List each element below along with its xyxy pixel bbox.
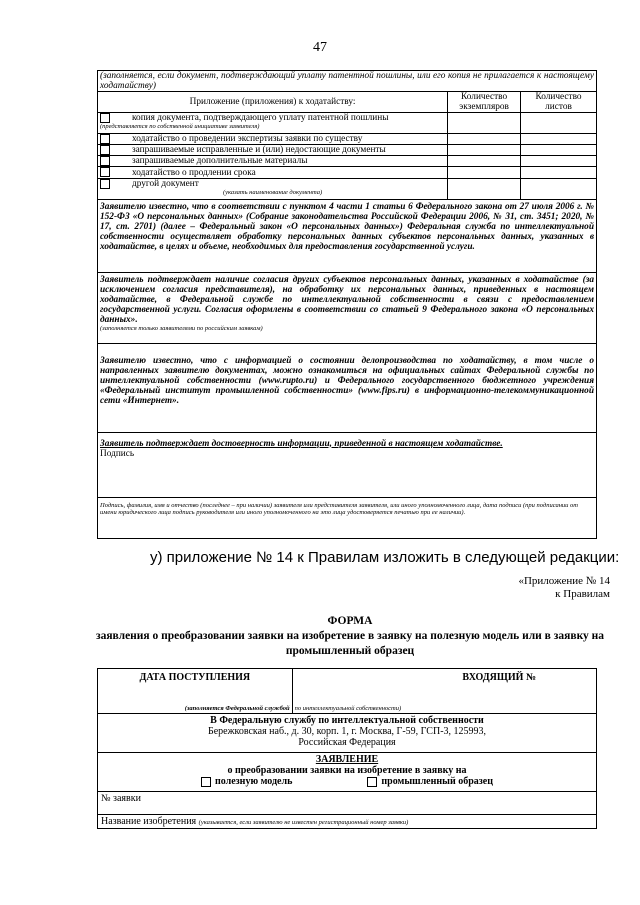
option-utility: полезную модель [214, 776, 293, 787]
industrial-design-checkbox[interactable] [367, 777, 377, 787]
invention-name-row [98, 815, 597, 829]
form-word: ФОРМА [327, 615, 373, 627]
attachment-note: (представляется по собственной инициативе заявителя) [100, 123, 260, 131]
option-design: промышленный образец [381, 776, 493, 787]
sheets-cell[interactable] [521, 145, 597, 156]
signature-note: Подпись, фамилия, имя и отчество (последнее – при наличии) заявителя или представителя заявителя, или иного уполномоченного лица, дата подписи (при подписании от имени юридического лица подпись руководителя или иного уполномоченного на это лица удостоверяется печатью при ее наличии). [98, 497, 597, 538]
sheets-cell[interactable] [521, 156, 597, 167]
confirm-row [98, 432, 597, 497]
form-title: заявления о преобразовании заявки на изобретение в заявку на полезную модель или в заявку на промышленный образец [95, 630, 605, 657]
fill-note-left: (заполняется Федеральной службой [184, 705, 290, 712]
note-row [98, 71, 597, 92]
addressee-row [98, 714, 597, 753]
petition-table [97, 70, 597, 539]
checkbox[interactable] [100, 113, 110, 123]
copies-cell[interactable] [448, 156, 521, 167]
invention-name-note: (указывается, если заявителю не известен регистрационный номер заявки) [198, 819, 409, 826]
attachment-row [98, 145, 597, 156]
sheets-cell[interactable] [521, 167, 597, 178]
header-attachments: Приложение (приложения) к ходатайству: [98, 92, 448, 113]
application-no-label[interactable]: № заявки [98, 792, 597, 815]
note-top: (заполняется, если документ, подтверждающий уплату патентной пошлины, или его копия не прилагается к настоящему ходатайству) [98, 71, 597, 92]
attachment-label: другой документ [132, 178, 199, 189]
receipt-row [98, 669, 597, 714]
copies-cell[interactable] [448, 134, 521, 145]
header-copies: Количество экземпляров [448, 92, 521, 113]
signature-label: Подпись [100, 448, 135, 459]
attachment-label: ходатайство о проведении экспертизы заявки по существу [132, 134, 363, 145]
info-row [98, 343, 597, 432]
application-no-row [98, 792, 597, 815]
attachment-row [98, 167, 597, 178]
info-text: Заявителю известно, что с информацией о состоянии делопроизводства по ходатайству, в том числе о направленных заявителю документах, можно ознакомиться на официальных сайтах Федеральной службы по интеллектуальной собственности (www.rupto.ru) и Федерального государственного бюджетного учреждения «Федеральный институт промышленной собственности» (www.fips.ru) в информационно-телекоммуникационной сети «Интернет». [98, 343, 597, 432]
attachment-label: копия документа, подтверждающего уплату патентной пошлины [132, 113, 389, 124]
amendment-text: у) приложение № 14 к Правилам изложить в следующей редакции: [150, 549, 620, 566]
copies-cell[interactable] [448, 145, 521, 156]
signature-note-row [98, 497, 597, 538]
confirm-text: Заявитель подтверждает достоверность информации, приведенной в настоящем ходатайстве. [100, 438, 503, 449]
attachment-row [98, 134, 597, 145]
attachment-row [98, 178, 597, 199]
checkbox[interactable] [100, 167, 110, 177]
invention-name-label: Название изобретения [101, 816, 197, 827]
sheets-cell[interactable] [521, 113, 597, 134]
appendix-line1: «Приложение № 14 [518, 575, 610, 587]
application-form-table [97, 668, 597, 829]
address: Бережковская наб., д. 30, корп. 1, г. Москва, Г-59, ГСП-3, 125993, [207, 726, 487, 737]
attachment-note: (указать наименование документа) [222, 188, 323, 196]
statement-subtitle: о преобразовании заявки на изобретение в заявку на [227, 765, 467, 776]
attachment-label: запрашиваемые дополнительные материалы [132, 156, 308, 167]
sheets-cell[interactable] [521, 178, 597, 199]
attachment-row [98, 156, 597, 167]
sheets-cell[interactable] [521, 134, 597, 145]
checkbox[interactable] [100, 179, 110, 189]
incoming-label: ВХОДЯЩИЙ № [462, 672, 536, 683]
page-number: 47 [313, 40, 327, 55]
checkbox[interactable] [100, 134, 110, 144]
header-row [98, 92, 597, 113]
consent-row [98, 272, 597, 343]
attachment-row [98, 113, 597, 134]
personal-data-text: Заявителю известно, что в соответствии с пунктом 4 части 1 статьи 6 Федерального закона от 27 июля 2006 г. № 152-ФЗ «О персональных данных» (Собрание законодательства Российской Федерации 2006, № 31, ст. 3451; 2020, № 17, ст. 2701) (далее – Федеральный закон «О персональных данных») Федеральная служба по интеллектуальной собственности осуществляет обработку персональных данных субъектов персональных данных, указанных в ходатайстве, в целях и объеме, необходимых для предоставления государственной услуги. [98, 199, 597, 272]
form-heading [90, 614, 610, 659]
utility-model-checkbox[interactable] [201, 777, 211, 787]
copies-cell[interactable] [448, 167, 521, 178]
attachment-label: запрашиваемые исправленные и (или) недостающие документы [132, 145, 386, 156]
checkbox[interactable] [100, 156, 110, 166]
personal-data-row [98, 199, 597, 272]
date-label: ДАТА ПОСТУПЛЕНИЯ [139, 672, 251, 683]
consent-text: Заявитель подтверждает наличие согласия других субъектов персональных данных, указанных в ходатайстве (за исключением согласия представителя), на обработку их персональных данных, приведенных в настоящем ходатайстве, в Федеральной службе по интеллектуальной собственности в связи с предоставлением государственной услуги. Согласия оформлены в соответствии со статьей 9 Федерального закона «О персональных данных». [100, 274, 594, 325]
country: Российская Федерация [298, 737, 396, 748]
copies-cell[interactable] [448, 113, 521, 134]
appendix-reference [518, 575, 610, 601]
header-sheets: Количество листов [521, 92, 597, 113]
consent-note: (заполняется только заявителями по российским заявкам) [100, 324, 263, 332]
fill-note-right: по интеллектуальной собственности) [294, 705, 402, 712]
statement-title: ЗАЯВЛЕНИЕ [315, 754, 379, 765]
appendix-line2: к Правилам [555, 588, 610, 600]
addressee: В Федеральную службу по интеллектуальной собственности [210, 715, 484, 726]
copies-cell[interactable] [448, 178, 521, 199]
statement-row [98, 753, 597, 792]
checkbox[interactable] [100, 145, 110, 155]
attachment-label: ходатайство о продлении срока [132, 167, 256, 178]
